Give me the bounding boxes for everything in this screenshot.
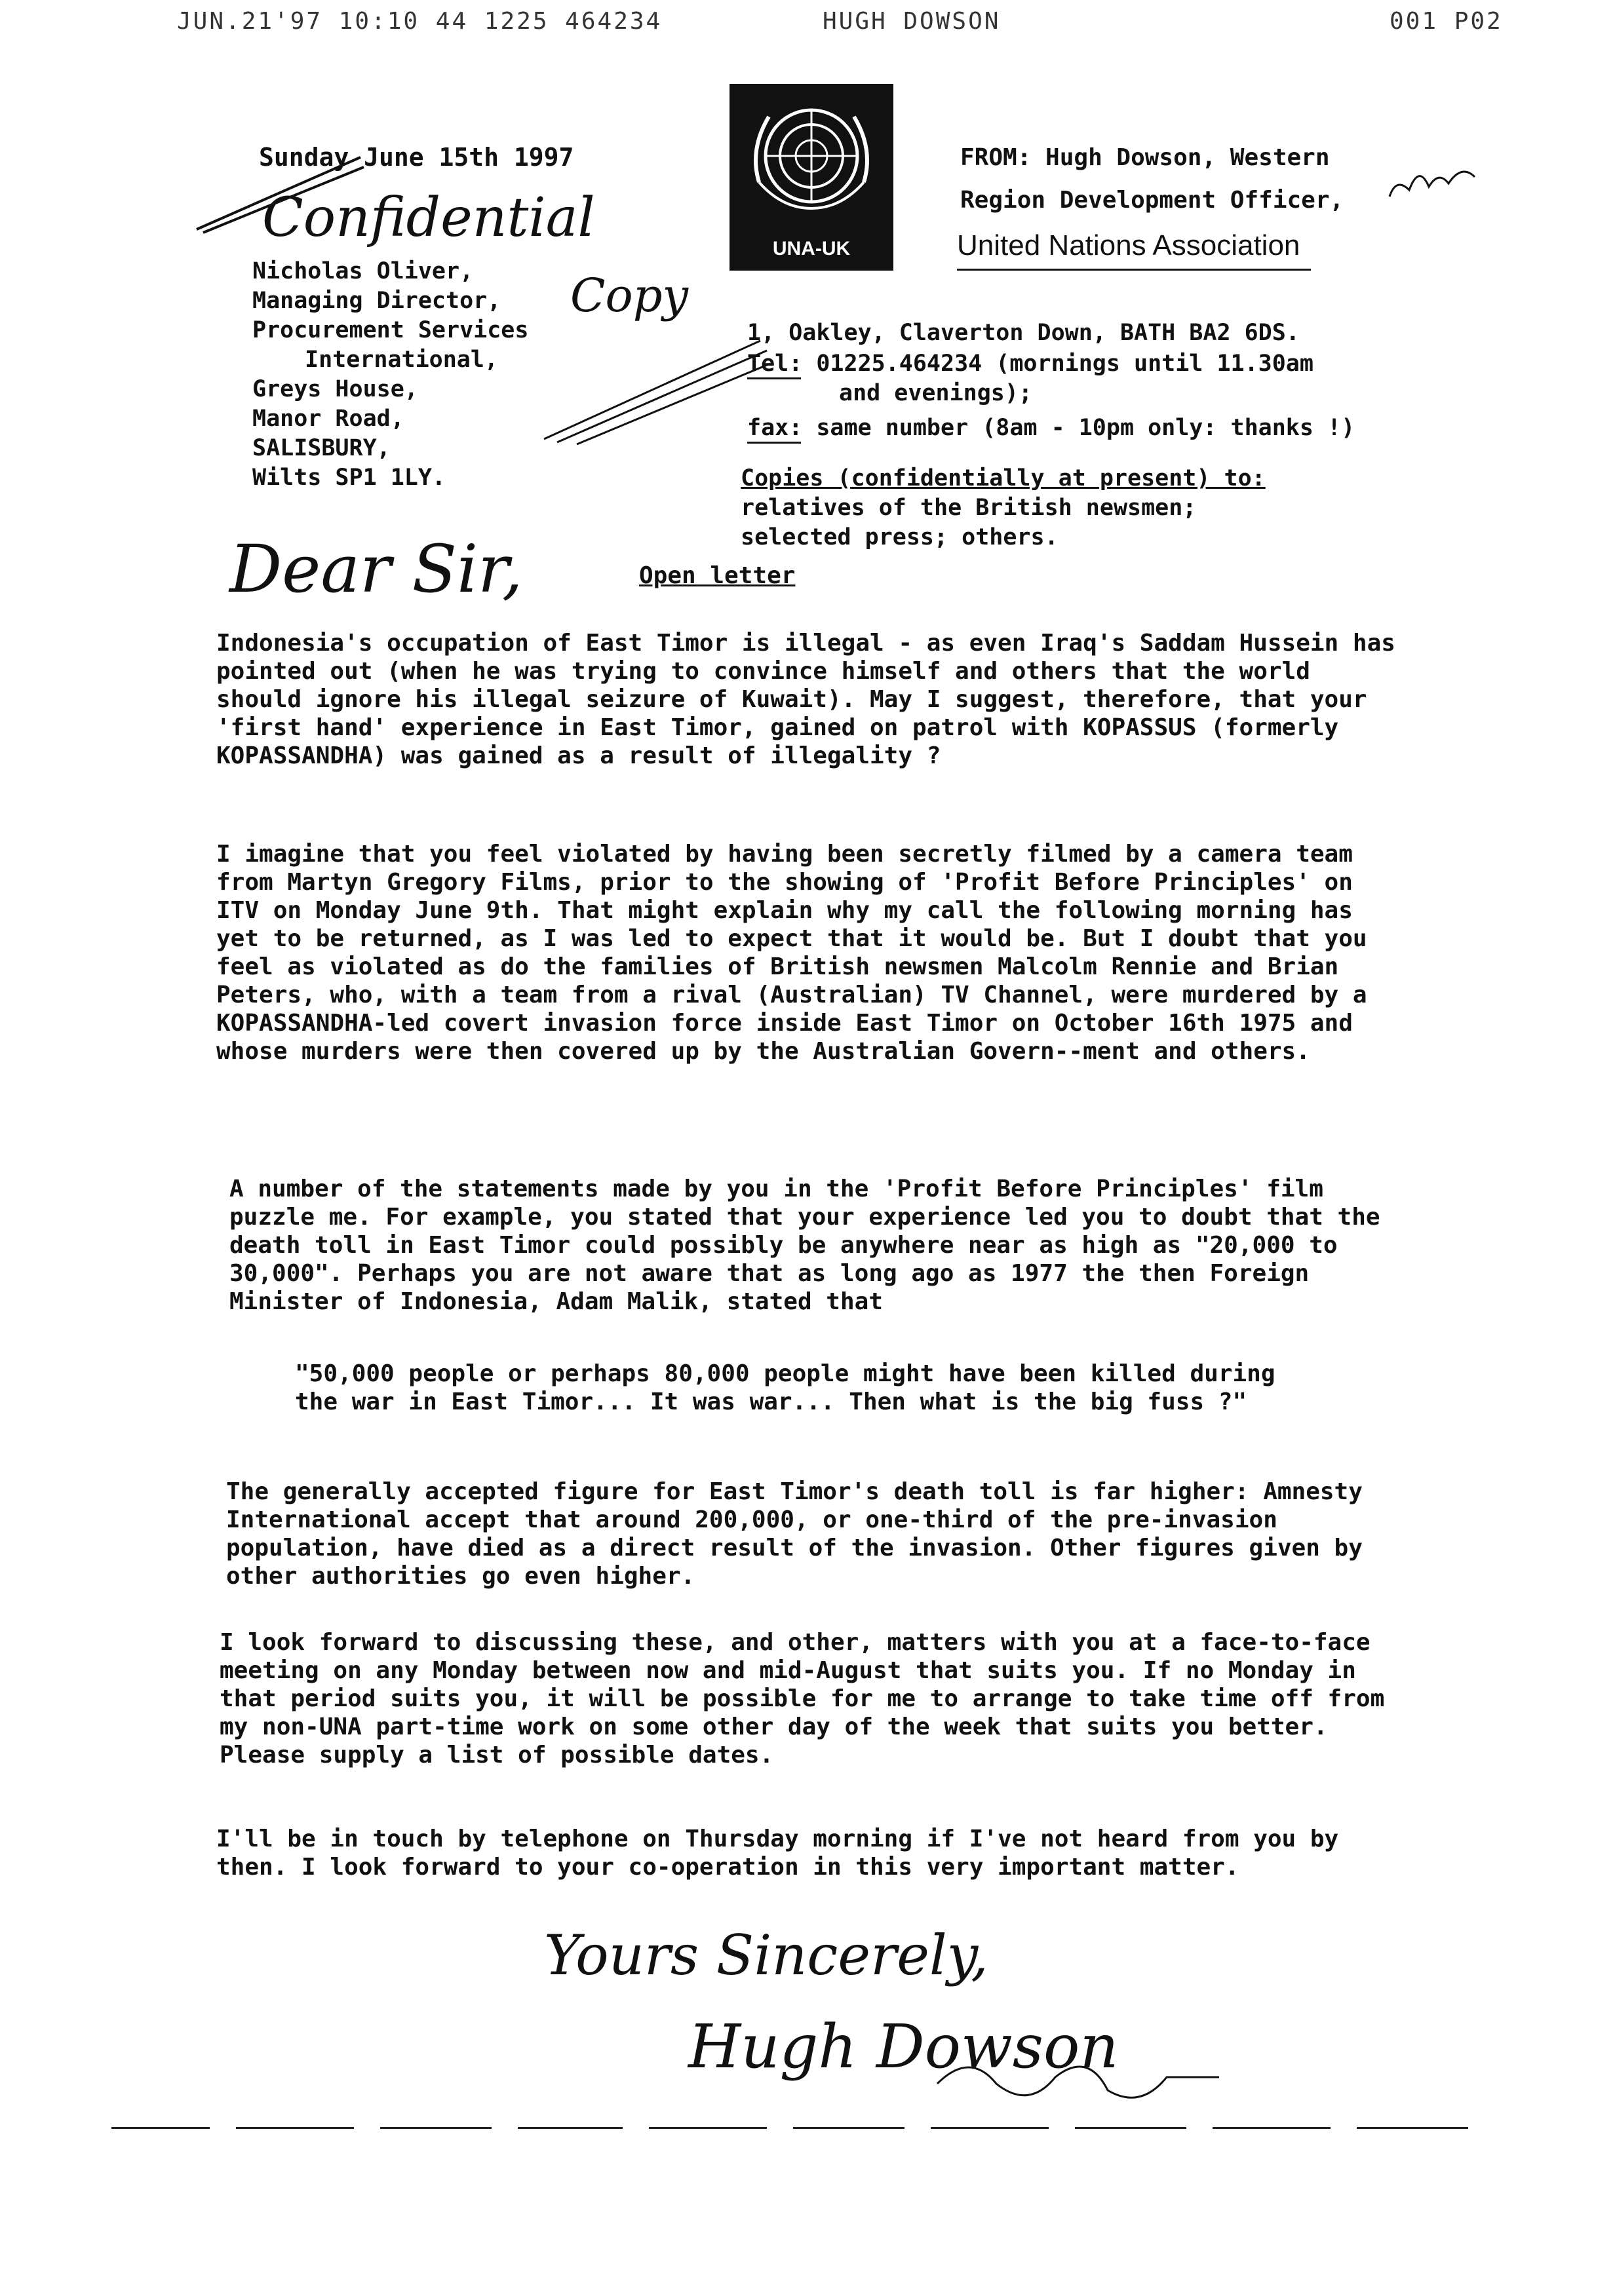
signature: Hugh Dowson [688, 2012, 1119, 2082]
fax-underline [747, 442, 801, 444]
recipient-line: SALISBURY, [252, 435, 391, 461]
logo-text: UNA-UK [772, 238, 851, 259]
footer-dash [649, 2127, 767, 2129]
pen-strokes [537, 328, 773, 446]
footer-dash [1357, 2127, 1468, 2129]
sender-street: 1, Oakley, Claverton Down, BATH BA2 6DS. [747, 320, 1300, 346]
recipient-line: Managing Director, [252, 288, 501, 314]
recipient-line: Nicholas Oliver, [252, 258, 474, 284]
footer-dash [793, 2127, 905, 2129]
letter-date: Sunday June 15th 1997 [259, 143, 574, 172]
fax-datetime: JUN.21'97 10:10 44 1225 464234 [177, 8, 663, 35]
copies-line-2: selected press; others. [741, 524, 1059, 550]
recipient-line: Procurement Services [252, 317, 529, 343]
sender-fax: fax: same number (8am - 10pm only: thanks !) [747, 415, 1355, 441]
una-uk-logo [730, 84, 893, 271]
from-line-2: Region Development Officer, [960, 187, 1344, 214]
recipient-line: International, [305, 347, 499, 373]
organization-name: United Nations Association [957, 229, 1300, 261]
confidential-mark: Confidential [262, 187, 595, 249]
recipient-address [252, 257, 528, 493]
paragraph-3: A number of the statements made by you in the 'Profit Before Principles' film puzzle me. For example, you stated that your experience led you to doubt that the death toll in East Timor could possibly be anywhere near as high as "20,000 to 30,000". Perhaps you are not aware that as long ago as 1977 the then Foreign Minister of Indonesia, Adam Malik, stated that [229, 1176, 1380, 1315]
initials-scribble [1383, 157, 1481, 210]
open-letter-heading: Open letter [639, 562, 796, 589]
from-line-1: FROM: Hugh Dowson, Western [960, 144, 1330, 171]
copies-label: Copies (confidentially at present) to: [741, 465, 1266, 491]
footer-dash [380, 2127, 492, 2129]
paragraph-1: Indonesia's occupation of East Timor is illegal - as even Iraq's Saddam Hussein has pointed out (when he was trying to convince himself and others that the world should ignore his illegal seizure of Kuwait). May I suggest, therefore, that your 'first hand' experience in East Timor, gained on patrol with KOPASSUS (formerly KOPASSANDHA) was gained as a result of illegality ? [216, 630, 1395, 769]
paragraph-2: I imagine that you feel violated by having been secretly filmed by a camera team from Martyn Gregory Films, prior to the showing of 'Profit Before Principles' on ITV on Monday June 9th. That might explain why my call the following morning has yet to be returned, as I was led to expect that it would be. But I doubt that you feel as violated as do the families of British newsmen Malcolm Rennie and Brian Peters, who, with a team from a rival (Australian) TV Channel, were murdered by a KOPASSANDHA-led covert invasion force inside East Timor on October 16th 1975 and whose murders were then covered up by the Australian Govern--ment and others. [216, 841, 1367, 1065]
footer-dash [1075, 2127, 1186, 2129]
paragraph-6: I'll be in touch by telephone on Thursday morning if I've not heard from you by then. I look forward to your co-operation in this very important matter. [216, 1826, 1339, 1881]
salutation: Dear Sir, [229, 531, 523, 607]
fax-sender: HUGH DOWSON [823, 8, 1001, 35]
org-underline [957, 269, 1311, 271]
recipient-line: Manor Road, [252, 406, 404, 432]
footer-dash [236, 2127, 354, 2129]
sender-tel-cont: and evenings); [839, 380, 1033, 406]
quotation: "50,000 people or perhaps 80,000 people might have been killed during the war in East Timor... It was war... Then what is the big fuss ?" [295, 1360, 1275, 1415]
tel-underline [747, 377, 801, 379]
recipient-line: Greys House, [252, 376, 418, 402]
paragraph-4: The generally accepted figure for East Timor's death toll is far higher: Amnesty International accept that around 200,000, or one-third of the pre-invasion population, have died as a direct result of the invasion. Other figures given by other authorities go even higher. [226, 1478, 1363, 1590]
signature-flourish [931, 2038, 1232, 2116]
recipient-line: Wilts SP1 1LY. [252, 465, 446, 491]
fax-page: 001 P02 [1390, 8, 1503, 35]
footer-dash [1213, 2127, 1331, 2129]
sender-tel: Tel: 01225.464234 (mornings until 11.30am [747, 351, 1313, 377]
un-emblem-icon [730, 84, 893, 235]
closing: Yours Sincerely, [544, 1923, 988, 1987]
footer-dash [931, 2127, 1049, 2129]
paragraph-5: I look forward to discussing these, and other, matters with you at a face-to-face meeting on any Monday between now and mid-August that suits you. If no Monday in that period suits you, it will be possible for me to arrange to take time off from my non-UNA part-time work on some other day of the week that suits you better. Please supply a list of possible dates. [220, 1629, 1385, 1769]
copies-line-1: relatives of the British newsmen; [741, 495, 1197, 521]
copy-mark: Copy [570, 269, 689, 322]
footer-dash [518, 2127, 623, 2129]
footer-dash [111, 2127, 210, 2129]
